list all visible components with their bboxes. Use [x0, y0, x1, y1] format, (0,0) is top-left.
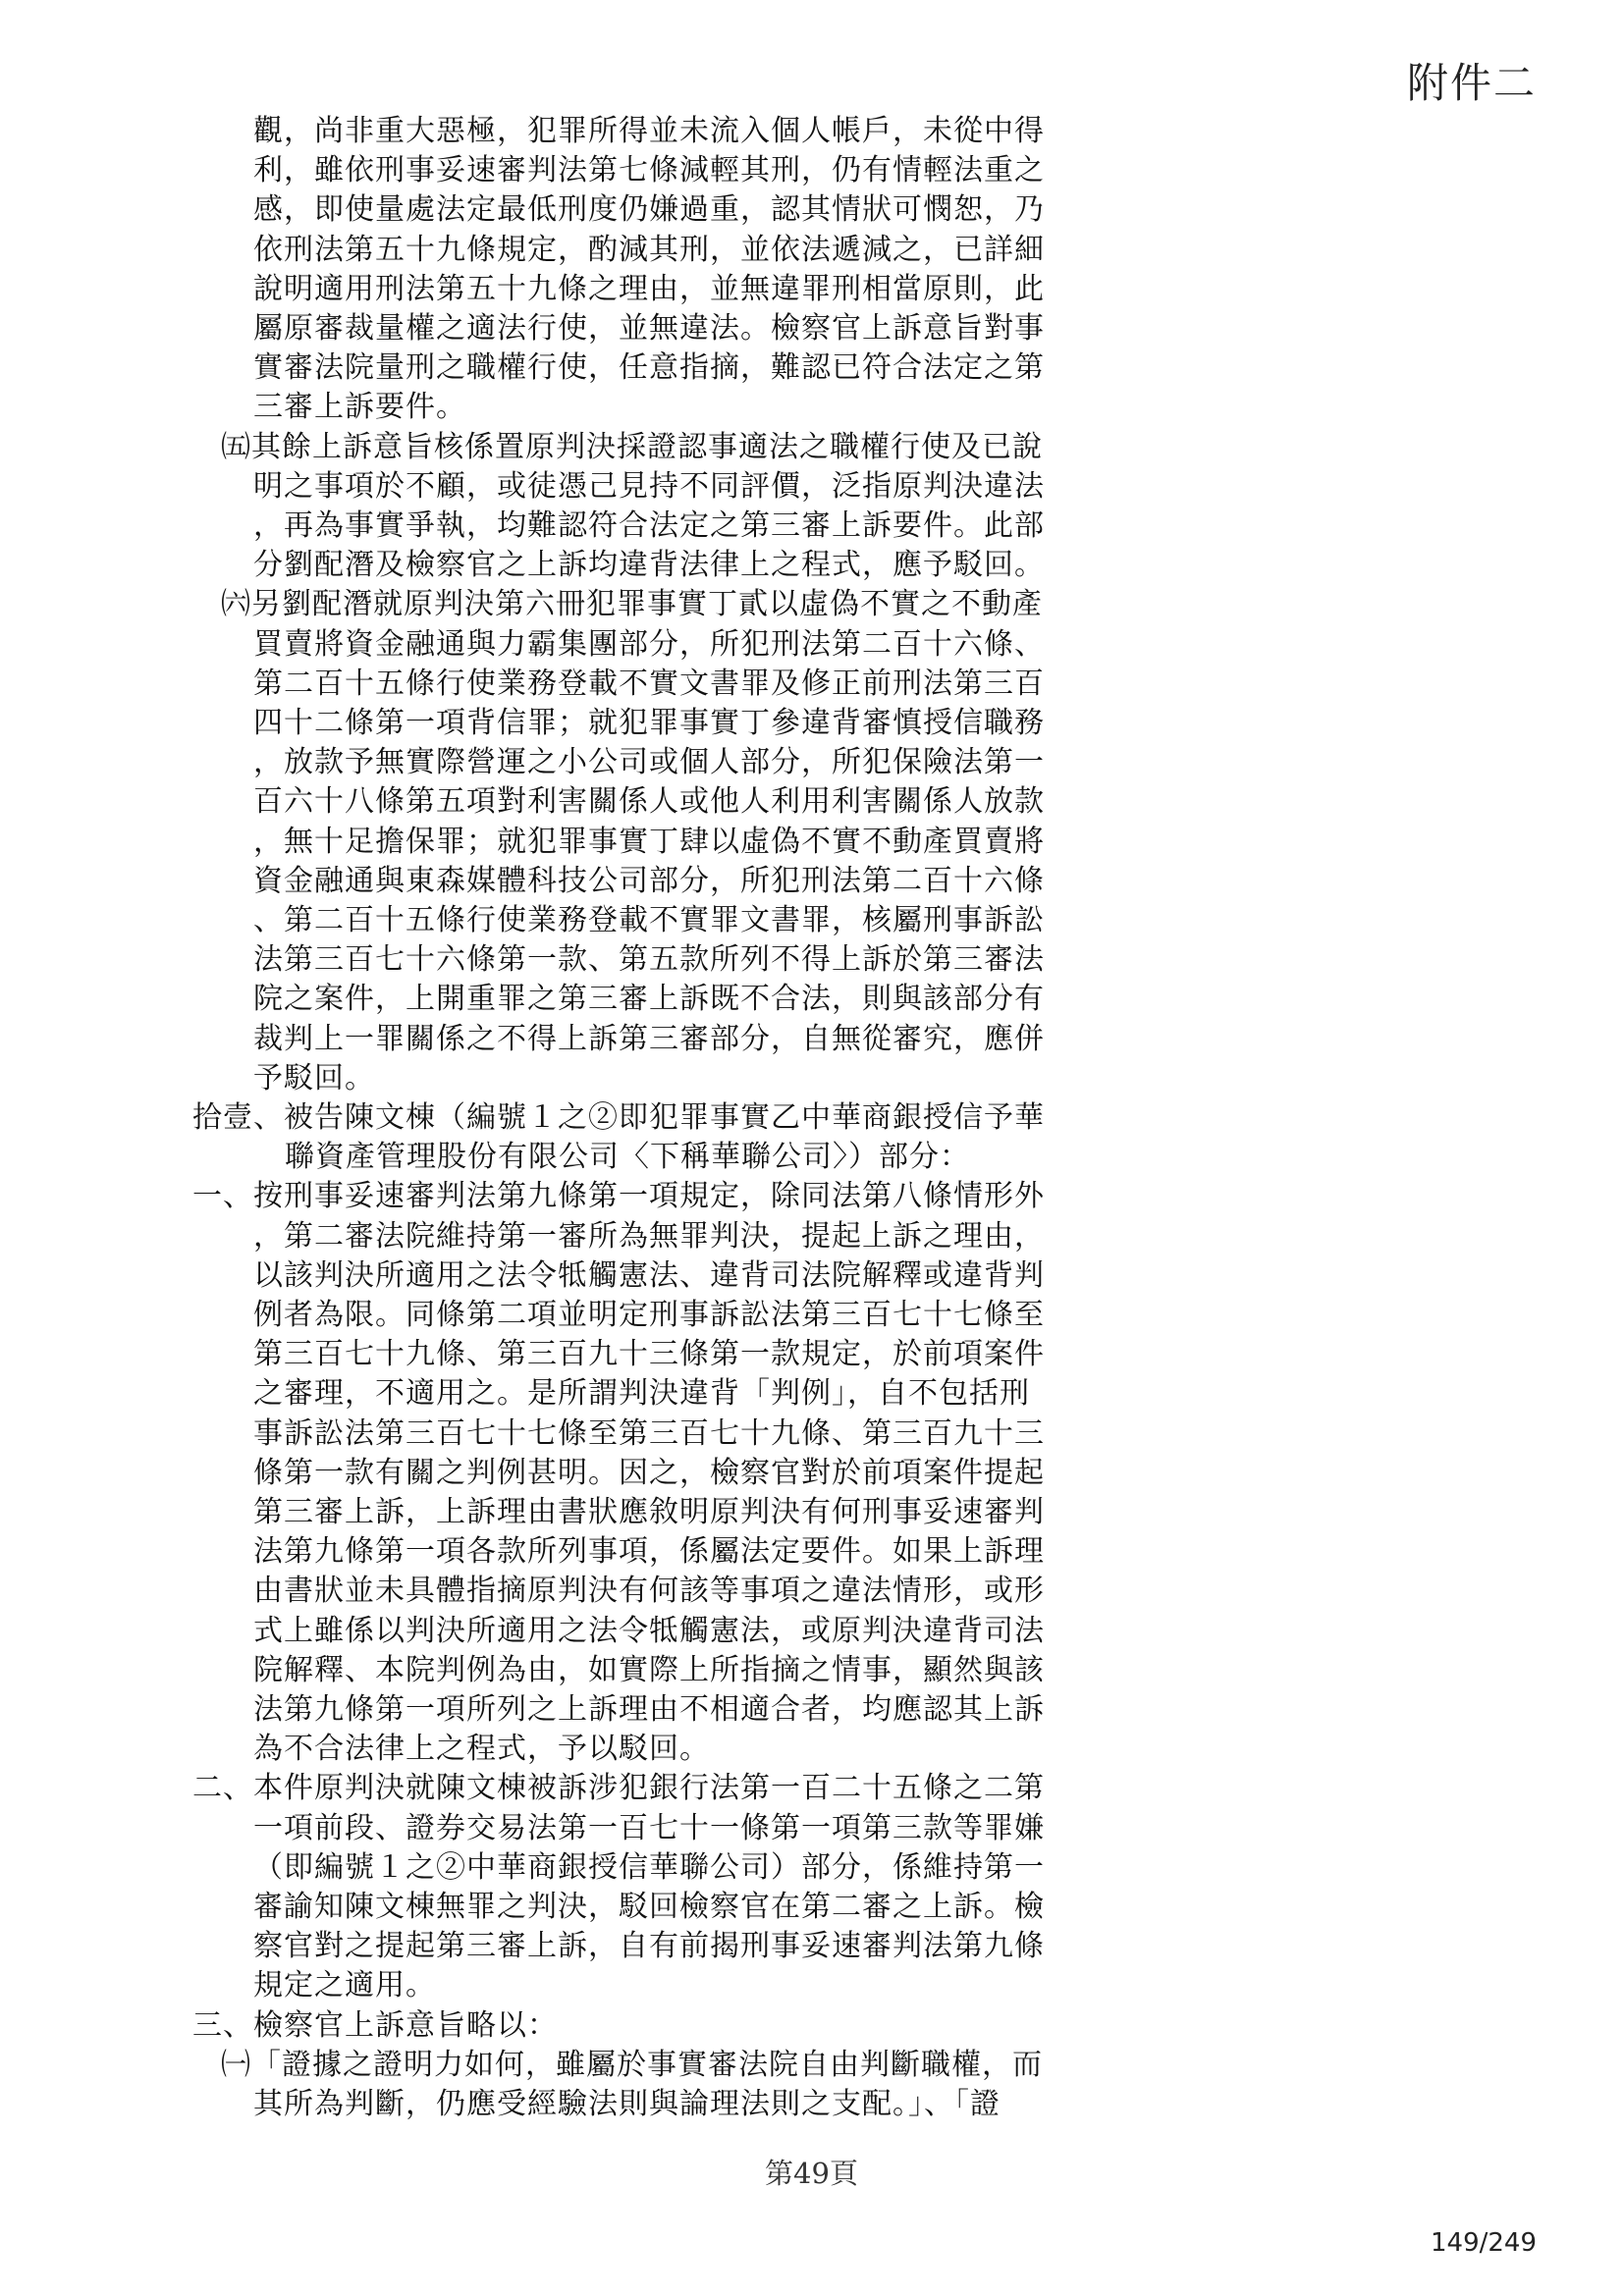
text-line: 法第九條第一項各款所列事項，係屬法定要件。如果上訴理 — [253, 1534, 1045, 1570]
text-line: ，第二審法院維持第一審所為無罪判決，提起上訴之理由， — [253, 1218, 1045, 1254]
annex-label: 附件二 — [1406, 59, 1537, 107]
text-line: 一、按刑事妥速審判法第九條第一項規定，除同法第八條情形外 — [192, 1179, 1045, 1214]
text-line: 裁判上一罪關係之不得上訴第三審部分，自無從審究，應併 — [253, 1021, 1045, 1056]
text-line: 二、本件原判決就陳文棟被訴涉犯銀行法第一百二十五條之二第 — [192, 1771, 1045, 1806]
text-line: 三、檢察官上訴意旨略以： — [192, 2007, 558, 2043]
text-line: 為不合法律上之程式，予以駁回。 — [253, 1732, 710, 1767]
text-line: 審諭知陳文棟無罪之判決，駁回檢察官在第二審之上訴。檢 — [253, 1890, 1045, 1924]
text-line: 資金融通與東森媒體科技公司部分，所犯刑法第二百十六條 — [253, 863, 1045, 898]
text-line: 其所為判斷，仍應受經驗法則與論理法則之支配。」、「證 — [253, 2087, 1001, 2121]
text-line: 買賣將資金融通與力霸集團部分，所犯刑法第二百十六條、 — [253, 626, 1045, 662]
text-line: 予駁回。 — [253, 1060, 375, 1095]
text-line: ㈠「證據之證明力如何，雖屬於事實審法院自由判斷職權，而 — [221, 2047, 1043, 2082]
text-line: 以該判決所適用之法令牴觸憲法、違背司法院解釋或違背判 — [253, 1257, 1045, 1293]
page-counter: 149/249 — [1430, 2228, 1537, 2258]
text-line: 百六十八條第五項對利害關係人或他人利用利害關係人放款 — [253, 784, 1045, 820]
text-line: 一項前段、證券交易法第一百七十一條第一項第三款等罪嫌 — [253, 1810, 1045, 1845]
text-line: 由書狀並未具體指摘原判決有何該等事項之違法情形，或形 — [253, 1574, 1045, 1609]
text-line: 法第九條第一項所列之上訴理由不相適合者，均應認其上訴 — [253, 1692, 1045, 1727]
text-line: 察官對之提起第三審上訴，自有前揭刑事妥速審判法第九條 — [253, 1929, 1045, 1964]
text-line: 依刑法第五十九條規定，酌減其刑，並依法遞減之，已詳細 — [253, 232, 1045, 267]
text-line: ㈤其餘上訴意旨核係置原判決採證認事適法之職權行使及已說 — [221, 429, 1043, 464]
text-line: 第三百七十九條、第三百九十三條第一款規定，於前項案件 — [253, 1337, 1045, 1372]
text-line: 四十二條第一項背信罪；就犯罪事實丁參違背審慎授信職務 — [253, 706, 1045, 740]
text-line: ，再為事實爭執，均難認符合法定之第三審上訴要件。此部 — [253, 508, 1045, 543]
text-line: 利，雖依刑事妥速審判法第七條減輕其刑，仍有情輕法重之 — [253, 153, 1045, 188]
text-line: 聯資產管理股份有限公司〈下稱華聯公司〉）部分： — [285, 1140, 970, 1175]
page-number: 第49頁 — [765, 2157, 858, 2190]
text-line: 說明適用刑法第五十九條之理由，並無違罪刑相當原則，此 — [253, 271, 1045, 306]
text-line: 第三審上訴，上訴理由書狀應敘明原判決有何刑事妥速審判 — [253, 1495, 1045, 1529]
text-line: 法第三百七十六條第一款、第五款所列不得上訴於第三審法 — [253, 942, 1045, 978]
text-line: 、第二百十五條行使業務登載不實罪文書罪，核屬刑事訴訟 — [253, 903, 1045, 937]
text-line: 第二百十五條行使業務登載不實文書罪及修正前刑法第三百 — [253, 666, 1045, 701]
text-line: 三審上訴要件。 — [253, 390, 466, 425]
text-line: ㈥另劉配潛就原判決第六冊犯罪事實丁貳以虛偽不實之不動產 — [221, 587, 1043, 622]
text-line: 事訴訟法第三百七十七條至第三百七十九條、第三百九十三 — [253, 1415, 1045, 1451]
text-line: 分劉配潛及檢察官之上訴均違背法律上之程式，應予駁回。 — [253, 548, 1045, 583]
text-line: 屬原審裁量權之適法行使，並無違法。檢察官上訴意旨對事 — [253, 311, 1045, 346]
text-line: 觀，尚非重大惡極，犯罪所得並未流入個人帳戶，未從中得 — [253, 114, 1045, 148]
text-line: 院之案件，上開重罪之第三審上訴既不合法，則與該部分有 — [253, 982, 1045, 1017]
text-line: 之審理，不適用之。是所謂判決違背「判例」，自不包括刑 — [253, 1376, 1030, 1412]
text-line: 明之事項於不顧，或徒憑己見持不同評價，泛指原判決違法 — [253, 468, 1045, 504]
text-line: 例者為限。同條第二項並明定刑事訴訟法第三百七十七條至 — [253, 1298, 1045, 1332]
text-line: 式上雖係以判決所適用之法令牴觸憲法，或原判決違背司法 — [253, 1613, 1045, 1648]
text-line: 拾壹、被告陳文棟（編號１之②即犯罪事實乙中華商銀授信予華 — [192, 1100, 1045, 1135]
text-line: 院解釋、本院判例為由，如實際上所指摘之情事，顯然與該 — [253, 1652, 1045, 1687]
text-line: 條第一款有關之判例甚明。因之，檢察官對於前項案件提起 — [253, 1455, 1045, 1490]
text-line: 實審法院量刑之職權行使，任意指摘，難認已符合法定之第 — [253, 350, 1045, 386]
text-line: 規定之適用。 — [253, 1968, 436, 2003]
text-line: （即編號１之②中華商銀授信華聯公司）部分，係維持第一 — [253, 1849, 1045, 1885]
text-line: 感，即使量處法定最低刑度仍嫌過重，認其情狀可憫恕，乃 — [253, 192, 1045, 228]
text-line: ，放款予無實際營運之小公司或個人部分，所犯保險法第一 — [253, 745, 1045, 780]
text-line: ，無十足擔保罪；就犯罪事實丁肆以虛偽不實不動產買賣將 — [253, 824, 1045, 859]
